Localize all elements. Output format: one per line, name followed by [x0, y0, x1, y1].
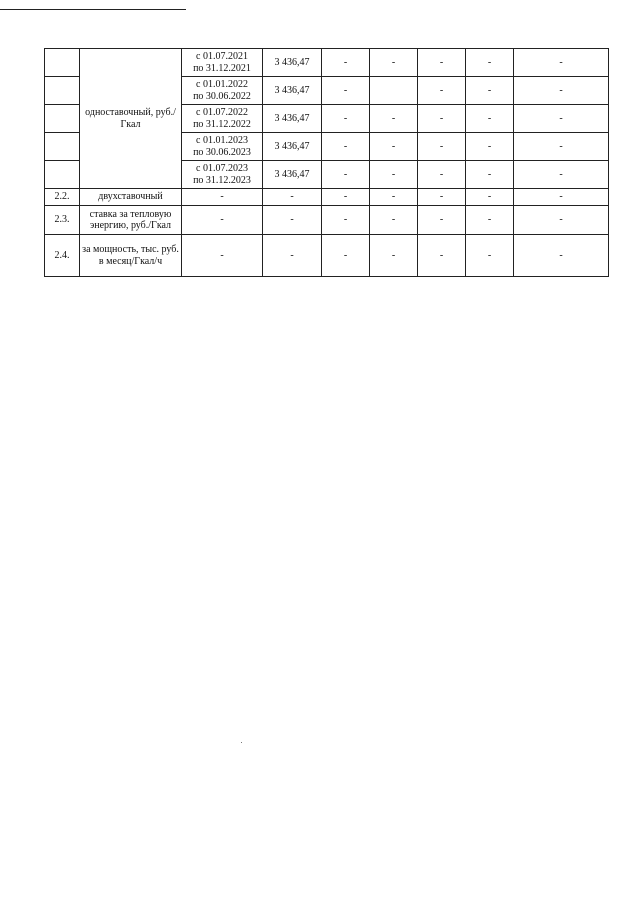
value-cell: -	[466, 189, 514, 206]
table-row	[45, 235, 609, 277]
period-start: с 01.07.2023	[196, 163, 248, 174]
period-cell	[182, 161, 263, 189]
period-cell	[182, 133, 263, 161]
value-cell: -	[182, 235, 263, 277]
row-number-cell: 2.4.	[45, 235, 80, 277]
row-number-cell	[45, 77, 80, 105]
row-number-cell: 2.3.	[45, 206, 80, 235]
value-cell: -	[322, 105, 370, 133]
value-cell: -	[322, 206, 370, 235]
period-start: с 01.01.2023	[196, 135, 248, 146]
tariff-table	[44, 48, 609, 277]
value-cell: -	[322, 133, 370, 161]
value-cell: -	[418, 189, 466, 206]
rate-type-cell: за мощность, тыс. руб. в месяц/Гкал/ч	[80, 235, 182, 277]
row-number-cell	[45, 161, 80, 189]
value-cell: -	[182, 189, 263, 206]
period-end: по 31.12.2023	[193, 174, 251, 186]
value-cell: -	[322, 161, 370, 189]
value-cell: -	[370, 161, 418, 189]
period-cell	[182, 105, 263, 133]
value-cell: -	[514, 189, 609, 206]
value-cell: -	[418, 133, 466, 161]
value-cell: -	[466, 105, 514, 133]
value-cell: -	[370, 189, 418, 206]
period-start: с 01.07.2022	[196, 107, 248, 118]
value-cell: -	[322, 235, 370, 277]
value-cell: -	[466, 49, 514, 77]
value-cell: -	[514, 161, 609, 189]
table-row	[45, 189, 609, 206]
value-cell: -	[466, 206, 514, 235]
value-cell: -	[466, 133, 514, 161]
value-cell: -	[322, 189, 370, 206]
value-cell: -	[418, 206, 466, 235]
value-cell: -	[514, 206, 609, 235]
rate-type-label: одноставочный, руб./Гкал	[85, 107, 176, 130]
value-cell: -	[466, 161, 514, 189]
scan-speck	[241, 742, 242, 743]
value-cell: -	[418, 77, 466, 105]
value-cell: -	[418, 49, 466, 77]
value-cell: -	[370, 235, 418, 277]
period-end: по 30.06.2023	[193, 146, 251, 158]
value-cell: -	[263, 206, 322, 235]
value-cell: -	[322, 77, 370, 105]
rate-type-cell	[80, 49, 182, 189]
period-start: с 01.01.2022	[196, 79, 248, 90]
tariff-value-cell: 3 436,47	[263, 133, 322, 161]
rate-type-cell: двухставочный	[80, 189, 182, 206]
row-number-cell: 2.2.	[45, 189, 80, 206]
value-cell: -	[370, 133, 418, 161]
value-cell: -	[514, 77, 609, 105]
row-number-cell	[45, 133, 80, 161]
value-cell	[370, 77, 418, 105]
period-cell	[182, 77, 263, 105]
period-cell	[182, 49, 263, 77]
value-cell: -	[514, 105, 609, 133]
row-number-cell	[45, 49, 80, 77]
period-end: по 31.12.2022	[193, 118, 251, 130]
table-row	[45, 49, 609, 77]
row-number-cell	[45, 105, 80, 133]
value-cell: -	[418, 105, 466, 133]
tariff-value-cell: 3 436,47	[263, 105, 322, 133]
value-cell: -	[182, 206, 263, 235]
value-cell: -	[466, 77, 514, 105]
tariff-value-cell: 3 436,47	[263, 77, 322, 105]
period-end: по 31.12.2021	[193, 62, 251, 74]
value-cell: -	[263, 235, 322, 277]
tariff-value-cell: 3 436,47	[263, 161, 322, 189]
value-cell: -	[263, 189, 322, 206]
tariff-value-cell: 3 436,47	[263, 49, 322, 77]
value-cell: -	[514, 133, 609, 161]
value-cell: -	[466, 235, 514, 277]
period-end: по 30.06.2022	[193, 90, 251, 102]
rate-type-cell: ставка за тепловую энергию, руб./Гкал	[80, 206, 182, 235]
table-row	[45, 206, 609, 235]
value-cell: -	[370, 49, 418, 77]
value-cell: -	[370, 206, 418, 235]
value-cell: -	[322, 49, 370, 77]
value-cell: -	[370, 105, 418, 133]
value-cell: -	[418, 161, 466, 189]
value-cell: -	[418, 235, 466, 277]
header-rule	[0, 9, 186, 10]
value-cell: -	[514, 235, 609, 277]
value-cell: -	[514, 49, 609, 77]
period-start: с 01.07.2021	[196, 51, 248, 62]
